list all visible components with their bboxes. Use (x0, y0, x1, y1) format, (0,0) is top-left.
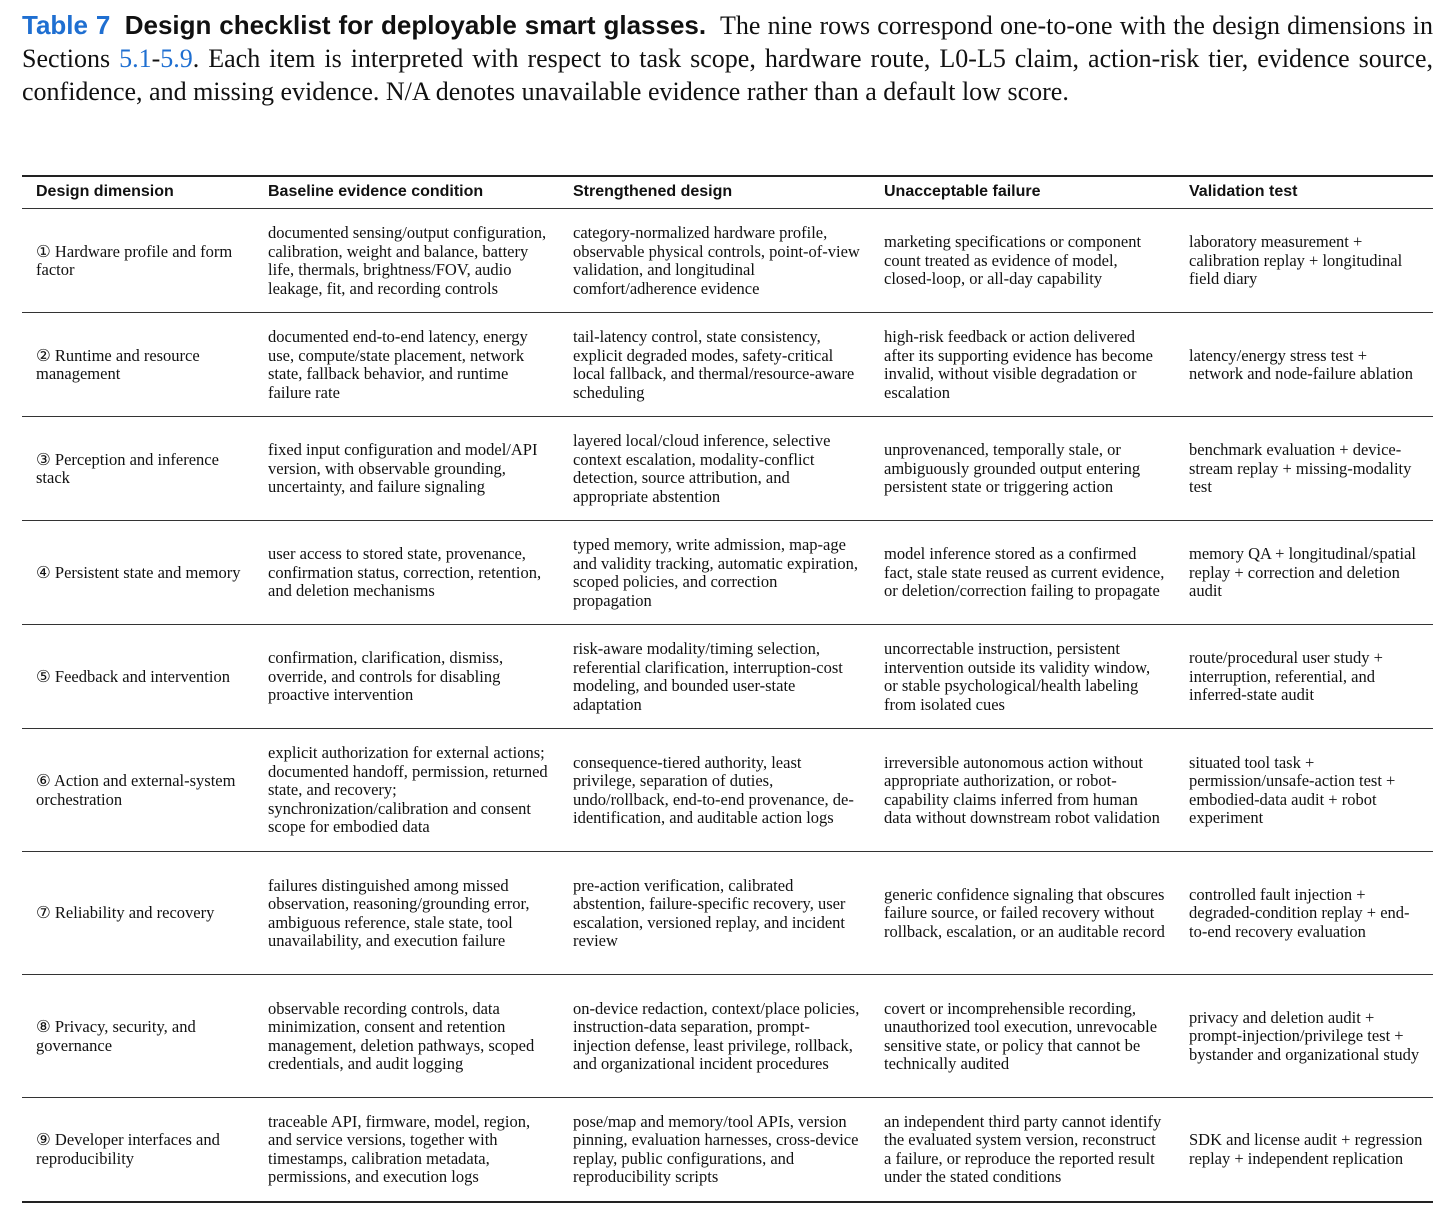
table-row (22, 729, 1433, 852)
failure-cell: covert or incomprehensible recording, unauthorized tool execution, unrevocable sensitive state, or policy that cannot be technically audited (870, 975, 1175, 1098)
dimension-cell: ⑧ Privacy, security, and governance (22, 975, 254, 1098)
baseline-cell: observable recording controls, data minimization, consent and retention management, deletion pathways, scoped credentials, and audit logging (254, 975, 559, 1098)
table-caption (22, 9, 1433, 108)
validation-cell: controlled fault injection + degraded-condition replay + end-to-end recovery evaluation (1175, 852, 1433, 975)
validation-cell: latency/energy stress test + network and node-failure ablation (1175, 313, 1433, 417)
validation-cell: laboratory measurement + calibration replay + longitudinal field diary (1175, 209, 1433, 313)
dimension-cell: ⑥ Action and external-system orchestration (22, 729, 254, 852)
failure-cell: uncorrectable instruction, persistent intervention outside its validity window, or stable psychological/health labeling from isolated cues (870, 625, 1175, 729)
table-row (22, 521, 1433, 625)
failure-cell: irreversible autonomous action without appropriate authorization, or robot-capability claims inferred from human data without downstream robot validation (870, 729, 1175, 852)
baseline-cell: fixed input configuration and model/API version, with observable grounding, uncertainty, and failure signaling (254, 417, 559, 521)
strengthened-cell: pose/map and memory/tool APIs, version pinning, evaluation harnesses, cross-device replay, public configurations, and reproducibility scripts (573, 1111, 859, 1187)
validation-cell: route/procedural user study + interruption, referential, and inferred-state audit (1175, 625, 1433, 729)
failure-cell: marketing specifications or component count treated as evidence of model, closed-loop, or all-day capability (870, 209, 1175, 313)
section-reference-link-end[interactable]: 5.9 (160, 44, 193, 73)
caption-text: The nine rows correspond one-to-one with the design dimensions in Sections (22, 11, 1433, 73)
column-header-validation: Validation test (1175, 176, 1433, 209)
baseline-cell: explicit authorization for external actions; documented handoff, permission, returned state, and recovery; synchronization/calibration and consent scope for embodied data (254, 729, 559, 852)
validation-cell: SDK and license audit + regression replay + independent replication (1189, 1130, 1423, 1168)
table-header-row (22, 176, 1433, 209)
dimension-cell: ⑦ Reliability and recovery (22, 852, 254, 975)
column-header-strengthened: Strengthened design (559, 176, 870, 209)
baseline-cell: user access to stored state, provenance, confirmation status, correction, retention, and deletion mechanisms (254, 521, 559, 625)
table-row (22, 209, 1433, 313)
table-row (22, 1098, 1433, 1202)
design-checklist-table (22, 175, 1433, 1203)
dimension-cell: ① Hardware profile and form factor (22, 209, 254, 313)
strengthened-cell: on-device redaction, context/place policies, instruction-data separation, prompt-injection defense, least privilege, rollback, and organizational incident procedures (559, 975, 870, 1098)
table-row (22, 417, 1433, 521)
validation-cell: benchmark evaluation + device-stream replay + missing-modality test (1175, 417, 1433, 521)
table-title: Design checklist for deployable smart glasses. (124, 10, 707, 40)
section-reference-link-start[interactable]: 5.1 (119, 44, 152, 73)
caption-text-continued: . Each item is interpreted with respect to task scope, hardware route, L0-L5 claim, action-risk tier, evidence source, confidence, and missing evidence. N/A denotes unavailable evidence rather than a default low score. (22, 44, 1434, 106)
table-row (22, 313, 1433, 417)
failure-cell: model inference stored as a confirmed fact, stale state reused as current evidence, or deletion/correction failing to propagate (870, 521, 1175, 625)
strengthened-cell: risk-aware modality/timing selection, referential clarification, interruption-cost modeling, and bounded user-state adaptation (559, 625, 870, 729)
failure-cell: an independent third party cannot identify the evaluated system version, reconstruct a failure, or reproduce the reported result under the stated conditions (884, 1111, 1162, 1187)
dimension-cell: ⑨ Developer interfaces and reproducibility (36, 1130, 220, 1168)
strengthened-cell: consequence-tiered authority, least privilege, separation of duties, undo/rollback, end-to-end provenance, de-identification, and auditable action logs (559, 729, 870, 852)
dimension-cell: ⑤ Feedback and intervention (22, 625, 254, 729)
validation-cell: memory QA + longitudinal/spatial replay + correction and deletion audit (1175, 521, 1433, 625)
baseline-cell: documented sensing/output configuration, calibration, weight and balance, battery life, thermals, brightness/FOV, audio leakage, fit, and recording controls (254, 209, 559, 313)
table-row (22, 975, 1433, 1098)
strengthened-cell: typed memory, write admission, map-age and validity tracking, automatic expiration, scoped policies, and correction propagation (559, 521, 870, 625)
table-number: Table 7 (22, 10, 111, 40)
baseline-cell: traceable API, firmware, model, region, and service versions, together with timestamps, calibration metadata, permissions, and execution logs (268, 1111, 531, 1187)
dimension-cell: ② Runtime and resource management (22, 313, 254, 417)
dimension-cell: ③ Perception and inference stack (22, 417, 254, 521)
column-header-failure: Unacceptable failure (870, 176, 1175, 209)
column-header-baseline: Baseline evidence condition (254, 176, 559, 209)
column-header-dimension: Design dimension (22, 176, 254, 209)
strengthened-cell: tail-latency control, state consistency, explicit degraded modes, safety-critical local fallback, and thermal/resource-aware scheduling (559, 313, 870, 417)
table-row (22, 852, 1433, 975)
table-row (22, 625, 1433, 729)
strengthened-cell: category-normalized hardware profile, observable physical controls, point-of-view validation, and longitudinal comfort/adherence evidence (559, 209, 870, 313)
validation-cell: situated tool task + permission/unsafe-action test + embodied-data audit + robot experiment (1175, 729, 1433, 852)
baseline-cell: documented end-to-end latency, energy use, compute/state placement, network state, fallback behavior, and runtime failure rate (254, 313, 559, 417)
reference-dash: - (151, 44, 161, 73)
failure-cell: generic confidence signaling that obscures failure source, or failed recovery without rollback, escalation, or an auditable record (870, 852, 1175, 975)
failure-cell: unprovenanced, temporally stale, or ambiguously grounded output entering persistent state or triggering action (870, 417, 1175, 521)
strengthened-cell: layered local/cloud inference, selective context escalation, modality-conflict detection, source attribution, and appropriate abstention (559, 417, 870, 521)
baseline-cell: confirmation, clarification, dismiss, override, and controls for disabling proactive intervention (254, 625, 559, 729)
validation-cell: privacy and deletion audit + prompt-injection/privilege test + bystander and organizational study (1175, 975, 1433, 1098)
strengthened-cell: pre-action verification, calibrated abstention, failure-specific recovery, user escalation, versioned replay, and incident review (559, 852, 870, 975)
failure-cell: high-risk feedback or action delivered after its supporting evidence has become invalid, without visible degradation or escalation (870, 313, 1175, 417)
baseline-cell: failures distinguished among missed observation, reasoning/grounding error, ambiguous reference, stale state, tool unavailability, and execution failure (254, 852, 559, 975)
dimension-cell: ④ Persistent state and memory (22, 521, 254, 625)
